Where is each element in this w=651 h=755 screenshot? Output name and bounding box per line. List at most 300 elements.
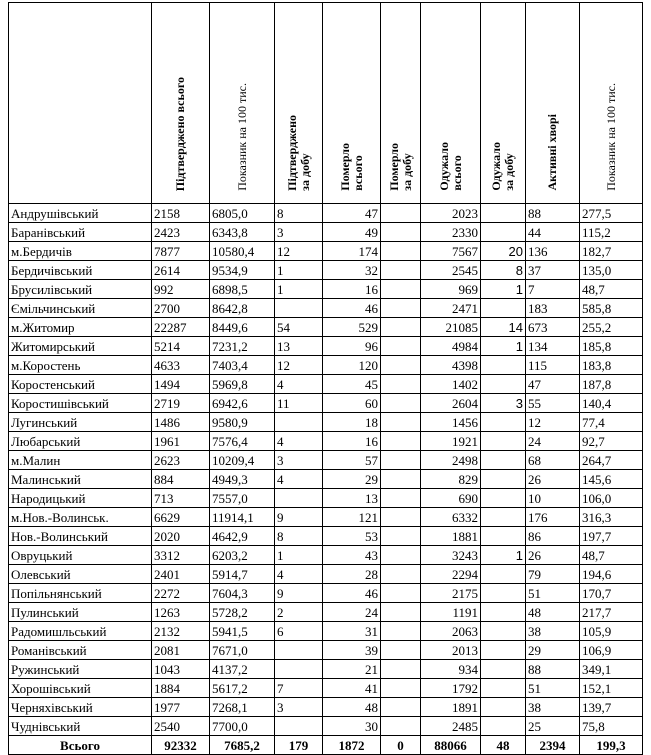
deaths-total-cell: 47 [323, 204, 381, 223]
recovered-daily-cell [481, 432, 526, 451]
active-rate-per-100k-cell: 185,8 [580, 337, 643, 356]
header-cell [275, 3, 323, 204]
header-cell-district [9, 3, 152, 204]
confirmed-total-cell: 2700 [152, 299, 210, 318]
recovered-total-cell: 2545 [421, 261, 481, 280]
active-cases-cell: 37 [526, 261, 580, 280]
deaths-total-cell: 29 [323, 470, 381, 489]
confirmed-daily-cell: 12 [275, 242, 323, 261]
recovered-daily-cell [481, 204, 526, 223]
recovered-total-cell: 1881 [421, 527, 481, 546]
district-name: Ємільчинський [9, 299, 152, 318]
active-rate-per-100k-cell: 182,7 [580, 242, 643, 261]
active-cases-cell: 51 [526, 679, 580, 698]
header-label: Активні хворі [545, 114, 559, 191]
total-cell: 48 [481, 736, 526, 755]
recovered-total-cell: 4398 [421, 356, 481, 375]
active-cases-cell: 134 [526, 337, 580, 356]
active-cases-cell: 47 [526, 375, 580, 394]
confirmed-daily-cell [275, 660, 323, 679]
deaths-daily-cell [381, 546, 421, 565]
active-cases-cell: 25 [526, 717, 580, 736]
deaths-daily-cell [381, 641, 421, 660]
deaths-daily-cell [381, 603, 421, 622]
deaths-daily-cell [381, 565, 421, 584]
total-cell: 1872 [323, 736, 381, 755]
confirmed-total-cell: 2020 [152, 527, 210, 546]
deaths-daily-cell [381, 375, 421, 394]
active-rate-per-100k-cell: 115,2 [580, 223, 643, 242]
recovered-total-cell: 2330 [421, 223, 481, 242]
recovered-total-cell: 2013 [421, 641, 481, 660]
total-cell: 199,3 [580, 736, 643, 755]
active-cases-cell: 183 [526, 299, 580, 318]
deaths-daily-cell [381, 717, 421, 736]
active-rate-per-100k-cell: 349,1 [580, 660, 643, 679]
district-name: Любарський [9, 432, 152, 451]
recovered-daily-cell [481, 584, 526, 603]
deaths-total-cell: 46 [323, 299, 381, 318]
district-name: Коростишівський [9, 394, 152, 413]
deaths-total-cell: 24 [323, 603, 381, 622]
confirmed-total-cell: 2132 [152, 622, 210, 641]
active-rate-per-100k-cell: 92,7 [580, 432, 643, 451]
confirmed-total-cell: 1043 [152, 660, 210, 679]
deaths-daily-cell [381, 413, 421, 432]
deaths-daily-cell [381, 261, 421, 280]
district-name: Олевський [9, 565, 152, 584]
district-name: Чуднівський [9, 717, 152, 736]
deaths-total-cell: 57 [323, 451, 381, 470]
total-cell: 2394 [526, 736, 580, 755]
recovered-total-cell: 1402 [421, 375, 481, 394]
confirmed-total-cell: 2540 [152, 717, 210, 736]
table-row [9, 679, 643, 698]
district-name: Нов.-Волинський [9, 527, 152, 546]
deaths-total-cell: 39 [323, 641, 381, 660]
rate-per-100k-cell: 6898,5 [210, 280, 275, 299]
recovered-total-cell: 690 [421, 489, 481, 508]
active-rate-per-100k-cell: 48,7 [580, 280, 643, 299]
header-cell [381, 3, 421, 204]
rate-per-100k-cell: 5617,2 [210, 679, 275, 698]
deaths-daily-cell [381, 204, 421, 223]
active-rate-per-100k-cell: 255,2 [580, 318, 643, 337]
recovered-daily-cell: 8 [481, 261, 526, 280]
recovered-daily-cell [481, 660, 526, 679]
table-row [9, 470, 643, 489]
confirmed-daily-cell: 4 [275, 432, 323, 451]
deaths-daily-cell [381, 242, 421, 261]
table-row [9, 508, 643, 527]
recovered-total-cell: 1921 [421, 432, 481, 451]
active-cases-cell: 12 [526, 413, 580, 432]
deaths-total-cell: 32 [323, 261, 381, 280]
deaths-total-cell: 41 [323, 679, 381, 698]
table-row [9, 584, 643, 603]
rate-per-100k-cell: 6805,0 [210, 204, 275, 223]
header-cell [152, 3, 210, 204]
confirmed-daily-cell: 12 [275, 356, 323, 375]
total-cell: 7685,2 [210, 736, 275, 755]
district-name: Пулинський [9, 603, 152, 622]
confirmed-daily-cell: 3 [275, 223, 323, 242]
rate-per-100k-cell: 10580,4 [210, 242, 275, 261]
header-cell [323, 3, 381, 204]
recovered-total-cell: 2604 [421, 394, 481, 413]
recovered-daily-cell: 3 [481, 394, 526, 413]
active-cases-cell: 7 [526, 280, 580, 299]
table-row [9, 641, 643, 660]
active-rate-per-100k-cell: 48,7 [580, 546, 643, 565]
total-label: Всього [9, 736, 152, 755]
active-cases-cell: 26 [526, 546, 580, 565]
header-label: Показник на 100 тис. [234, 83, 249, 191]
confirmed-total-cell: 1494 [152, 375, 210, 394]
confirmed-daily-cell: 8 [275, 204, 323, 223]
district-name: Баранівський [9, 223, 152, 242]
active-rate-per-100k-cell: 585,8 [580, 299, 643, 318]
confirmed-total-cell: 2272 [152, 584, 210, 603]
active-cases-cell: 176 [526, 508, 580, 527]
rate-per-100k-cell: 9534,9 [210, 261, 275, 280]
table-row [9, 622, 643, 641]
confirmed-daily-cell: 6 [275, 622, 323, 641]
confirmed-daily-cell: 9 [275, 508, 323, 527]
recovered-total-cell: 2294 [421, 565, 481, 584]
deaths-total-cell: 46 [323, 584, 381, 603]
confirmed-total-cell: 1486 [152, 413, 210, 432]
deaths-daily-cell [381, 299, 421, 318]
district-name: м.Бердичів [9, 242, 152, 261]
table-row [9, 280, 643, 299]
recovered-daily-cell [481, 641, 526, 660]
deaths-total-cell: 16 [323, 280, 381, 299]
recovered-daily-cell [481, 508, 526, 527]
deaths-total-cell: 21 [323, 660, 381, 679]
deaths-daily-cell [381, 489, 421, 508]
active-rate-per-100k-cell: 77,4 [580, 413, 643, 432]
confirmed-total-cell: 1884 [152, 679, 210, 698]
recovered-total-cell: 1456 [421, 413, 481, 432]
deaths-daily-cell [381, 356, 421, 375]
table-row [9, 299, 643, 318]
active-cases-cell: 68 [526, 451, 580, 470]
active-cases-cell: 24 [526, 432, 580, 451]
deaths-daily-cell [381, 280, 421, 299]
confirmed-daily-cell: 4 [275, 470, 323, 489]
confirmed-total-cell: 7877 [152, 242, 210, 261]
header-cell [421, 3, 481, 204]
confirmed-daily-cell [275, 489, 323, 508]
rate-per-100k-cell: 8449,6 [210, 318, 275, 337]
active-rate-per-100k-cell: 152,1 [580, 679, 643, 698]
table-row [9, 432, 643, 451]
active-cases-cell: 29 [526, 641, 580, 660]
recovered-daily-cell [481, 375, 526, 394]
table-row [9, 527, 643, 546]
recovered-daily-cell [481, 299, 526, 318]
deaths-total-cell: 529 [323, 318, 381, 337]
district-name: м.Малин [9, 451, 152, 470]
active-rate-per-100k-cell: 106,0 [580, 489, 643, 508]
table-row [9, 698, 643, 717]
recovered-daily-cell: 1 [481, 280, 526, 299]
confirmed-total-cell: 2401 [152, 565, 210, 584]
district-name: м.Нов.-Волинськ. [9, 508, 152, 527]
confirmed-total-cell: 2614 [152, 261, 210, 280]
active-cases-cell: 48 [526, 603, 580, 622]
confirmed-total-cell: 2158 [152, 204, 210, 223]
active-rate-per-100k-cell: 135,0 [580, 261, 643, 280]
recovered-daily-cell [481, 603, 526, 622]
district-name: Малинський [9, 470, 152, 489]
header-label: Одужало всього [436, 142, 464, 191]
confirmed-daily-cell [275, 641, 323, 660]
deaths-total-cell: 13 [323, 489, 381, 508]
deaths-total-cell: 121 [323, 508, 381, 527]
recovered-total-cell: 934 [421, 660, 481, 679]
recovered-total-cell: 4984 [421, 337, 481, 356]
recovered-daily-cell: 1 [481, 337, 526, 356]
confirmed-total-cell: 2081 [152, 641, 210, 660]
table-row [9, 261, 643, 280]
confirmed-total-cell: 2423 [152, 223, 210, 242]
table-row [9, 413, 643, 432]
confirmed-total-cell: 1263 [152, 603, 210, 622]
recovered-total-cell: 3243 [421, 546, 481, 565]
district-name: Черняхівський [9, 698, 152, 717]
confirmed-daily-cell: 7 [275, 679, 323, 698]
deaths-daily-cell [381, 470, 421, 489]
header-label: Одужало за добу [489, 142, 516, 191]
active-rate-per-100k-cell: 264,7 [580, 451, 643, 470]
district-name: Народицький [9, 489, 152, 508]
deaths-daily-cell [381, 679, 421, 698]
confirmed-total-cell: 4633 [152, 356, 210, 375]
active-cases-cell: 673 [526, 318, 580, 337]
deaths-total-cell: 43 [323, 546, 381, 565]
district-name: Брусилівський [9, 280, 152, 299]
deaths-total-cell: 31 [323, 622, 381, 641]
active-cases-cell: 38 [526, 622, 580, 641]
confirmed-daily-cell: 1 [275, 261, 323, 280]
confirmed-total-cell: 6629 [152, 508, 210, 527]
confirmed-daily-cell: 9 [275, 584, 323, 603]
deaths-total-cell: 174 [323, 242, 381, 261]
district-name: Житомирський [9, 337, 152, 356]
table-row [9, 603, 643, 622]
rate-per-100k-cell: 5941,5 [210, 622, 275, 641]
active-rate-per-100k-cell: 106,9 [580, 641, 643, 660]
district-name: м.Житомир [9, 318, 152, 337]
table-row [9, 375, 643, 394]
deaths-total-cell: 49 [323, 223, 381, 242]
deaths-total-cell: 30 [323, 717, 381, 736]
active-cases-cell: 10 [526, 489, 580, 508]
header-label: Показник на 100 тис. [603, 83, 618, 191]
district-name: Коростенський [9, 375, 152, 394]
rate-per-100k-cell: 4949,3 [210, 470, 275, 489]
rate-per-100k-cell: 8642,8 [210, 299, 275, 318]
covid-district-table [8, 2, 643, 755]
deaths-total-cell: 60 [323, 394, 381, 413]
confirmed-total-cell: 992 [152, 280, 210, 299]
recovered-total-cell: 1891 [421, 698, 481, 717]
rate-per-100k-cell: 5914,7 [210, 565, 275, 584]
table-body [9, 204, 643, 736]
recovered-total-cell: 2471 [421, 299, 481, 318]
table-row [9, 356, 643, 375]
active-cases-cell: 88 [526, 204, 580, 223]
table-row [9, 242, 643, 261]
active-cases-cell: 136 [526, 242, 580, 261]
recovered-daily-cell: 1 [481, 546, 526, 565]
rate-per-100k-cell: 7403,4 [210, 356, 275, 375]
confirmed-total-cell: 1961 [152, 432, 210, 451]
recovered-daily-cell [481, 717, 526, 736]
confirmed-daily-cell: 1 [275, 546, 323, 565]
recovered-daily-cell [481, 470, 526, 489]
rate-per-100k-cell: 7268,1 [210, 698, 275, 717]
active-rate-per-100k-cell: 217,7 [580, 603, 643, 622]
table-row [9, 223, 643, 242]
deaths-daily-cell [381, 394, 421, 413]
deaths-daily-cell [381, 223, 421, 242]
district-name: Лугинський [9, 413, 152, 432]
district-name: м.Коростень [9, 356, 152, 375]
recovered-total-cell: 6332 [421, 508, 481, 527]
confirmed-daily-cell: 13 [275, 337, 323, 356]
recovered-daily-cell [481, 565, 526, 584]
district-name: Андрушівський [9, 204, 152, 223]
recovered-total-cell: 2485 [421, 717, 481, 736]
active-rate-per-100k-cell: 75,8 [580, 717, 643, 736]
active-rate-per-100k-cell: 139,7 [580, 698, 643, 717]
deaths-total-cell: 18 [323, 413, 381, 432]
active-rate-per-100k-cell: 316,3 [580, 508, 643, 527]
confirmed-total-cell: 1977 [152, 698, 210, 717]
total-cell: 0 [381, 736, 421, 755]
header-cell [526, 3, 580, 204]
total-cell: 179 [275, 736, 323, 755]
confirmed-daily-cell: 4 [275, 565, 323, 584]
active-cases-cell: 44 [526, 223, 580, 242]
confirmed-daily-cell: 8 [275, 527, 323, 546]
recovered-daily-cell [481, 698, 526, 717]
recovered-total-cell: 1792 [421, 679, 481, 698]
recovered-daily-cell [481, 679, 526, 698]
active-rate-per-100k-cell: 277,5 [580, 204, 643, 223]
active-cases-cell: 55 [526, 394, 580, 413]
rate-per-100k-cell: 5728,2 [210, 603, 275, 622]
deaths-daily-cell [381, 527, 421, 546]
confirmed-total-cell: 2623 [152, 451, 210, 470]
active-rate-per-100k-cell: 140,4 [580, 394, 643, 413]
active-rate-per-100k-cell: 183,8 [580, 356, 643, 375]
rate-per-100k-cell: 5969,8 [210, 375, 275, 394]
district-name: Ружинський [9, 660, 152, 679]
table-row [9, 204, 643, 223]
table-row [9, 565, 643, 584]
header-row [9, 3, 643, 204]
rate-per-100k-cell: 9580,9 [210, 413, 275, 432]
deaths-total-cell: 16 [323, 432, 381, 451]
deaths-daily-cell [381, 318, 421, 337]
confirmed-daily-cell: 1 [275, 280, 323, 299]
deaths-total-cell: 53 [323, 527, 381, 546]
recovered-daily-cell: 14 [481, 318, 526, 337]
header-label: Підтверджено за добу [284, 115, 312, 191]
recovered-total-cell: 21085 [421, 318, 481, 337]
rate-per-100k-cell: 7231,2 [210, 337, 275, 356]
deaths-daily-cell [381, 698, 421, 717]
active-cases-cell: 26 [526, 470, 580, 489]
recovered-total-cell: 2023 [421, 204, 481, 223]
header-cell [210, 3, 275, 204]
deaths-daily-cell [381, 337, 421, 356]
active-cases-cell: 86 [526, 527, 580, 546]
confirmed-daily-cell: 3 [275, 451, 323, 470]
recovered-daily-cell [481, 489, 526, 508]
rate-per-100k-cell: 6203,2 [210, 546, 275, 565]
confirmed-daily-cell [275, 299, 323, 318]
header-cell [481, 3, 526, 204]
deaths-daily-cell [381, 451, 421, 470]
deaths-total-cell: 120 [323, 356, 381, 375]
deaths-daily-cell [381, 432, 421, 451]
table-row [9, 660, 643, 679]
rate-per-100k-cell: 7671,0 [210, 641, 275, 660]
table-row [9, 318, 643, 337]
recovered-daily-cell [481, 527, 526, 546]
district-name: Хорошівський [9, 679, 152, 698]
deaths-daily-cell [381, 508, 421, 527]
district-name: Овруцький [9, 546, 152, 565]
recovered-daily-cell [481, 356, 526, 375]
recovered-total-cell: 829 [421, 470, 481, 489]
table-row [9, 489, 643, 508]
table-row [9, 451, 643, 470]
confirmed-total-cell: 5214 [152, 337, 210, 356]
recovered-daily-cell [481, 451, 526, 470]
confirmed-daily-cell: 11 [275, 394, 323, 413]
rate-per-100k-cell: 7700,0 [210, 717, 275, 736]
confirmed-total-cell: 713 [152, 489, 210, 508]
rate-per-100k-cell: 6942,6 [210, 394, 275, 413]
table-row [9, 394, 643, 413]
active-cases-cell: 115 [526, 356, 580, 375]
district-name: Романівський [9, 641, 152, 660]
deaths-total-cell: 96 [323, 337, 381, 356]
recovered-total-cell: 2498 [421, 451, 481, 470]
deaths-total-cell: 48 [323, 698, 381, 717]
recovered-daily-cell [481, 413, 526, 432]
total-row [9, 736, 643, 755]
rate-per-100k-cell: 7604,3 [210, 584, 275, 603]
deaths-total-cell: 28 [323, 565, 381, 584]
header-cell [580, 3, 643, 204]
deaths-daily-cell [381, 622, 421, 641]
recovered-total-cell: 7567 [421, 242, 481, 261]
rate-per-100k-cell: 4642,9 [210, 527, 275, 546]
recovered-total-cell: 2175 [421, 584, 481, 603]
deaths-daily-cell [381, 660, 421, 679]
rate-per-100k-cell: 7576,4 [210, 432, 275, 451]
recovered-total-cell: 969 [421, 280, 481, 299]
confirmed-daily-cell [275, 717, 323, 736]
header-label: Померло всього [337, 143, 365, 191]
